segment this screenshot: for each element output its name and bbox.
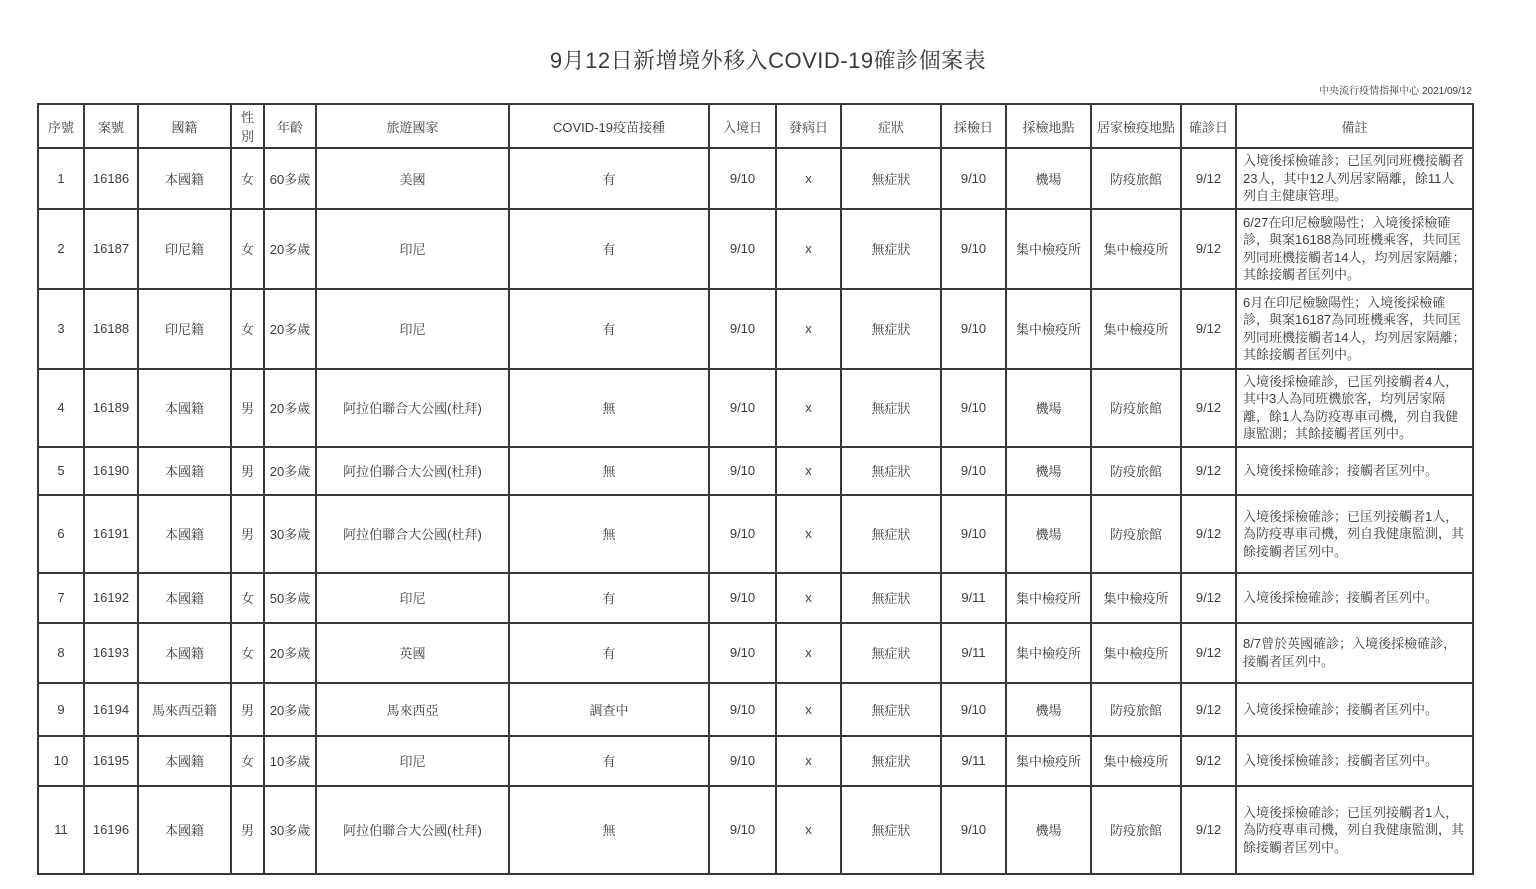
cell-entry-date: 9/10 <box>709 573 776 623</box>
column-header-age: 年齡 <box>264 104 316 148</box>
cell-case-no: 16189 <box>84 369 138 447</box>
cell-gender: 男 <box>231 786 264 874</box>
cell-onset-date: x <box>776 289 841 369</box>
cell-age: 20多歲 <box>264 447 316 495</box>
cell-age: 20多歲 <box>264 623 316 683</box>
cell-notes: 6/27在印尼檢驗陽性；入境後採檢確診，與案16188為同班機乘客，共同匡列同班機接觸者14人，均列居家隔離；其餘接觸者匡列中。 <box>1236 209 1473 289</box>
cell-travel-country: 阿拉伯聯合大公國(杜拜) <box>316 369 509 447</box>
cell-symptoms: 無症狀 <box>841 683 941 736</box>
cell-notes: 入境後採檢確診；接觸者匡列中。 <box>1236 573 1473 623</box>
cell-vaccination: 有 <box>509 573 709 623</box>
cell-travel-country: 阿拉伯聯合大公國(杜拜) <box>316 786 509 874</box>
cell-seq: 4 <box>38 369 84 447</box>
cell-age: 10多歲 <box>264 736 316 786</box>
column-header-symptoms: 症狀 <box>841 104 941 148</box>
cell-symptoms: 無症狀 <box>841 573 941 623</box>
cell-seq: 11 <box>38 786 84 874</box>
cell-entry-date: 9/10 <box>709 623 776 683</box>
cell-case-no: 16191 <box>84 495 138 573</box>
cell-notes: 入境後採檢確診；已匡列同班機接觸者23人，其中12人列居家隔離，餘11人列自主健康管理。 <box>1236 148 1473 209</box>
cell-symptoms: 無症狀 <box>841 369 941 447</box>
cell-onset-date: x <box>776 369 841 447</box>
cell-nationality: 本國籍 <box>138 369 231 447</box>
table-row <box>38 736 1473 786</box>
table-row <box>38 369 1473 447</box>
cell-test-date: 9/11 <box>941 623 1006 683</box>
cell-symptoms: 無症狀 <box>841 209 941 289</box>
cell-test-date: 9/10 <box>941 148 1006 209</box>
cell-symptoms: 無症狀 <box>841 289 941 369</box>
cell-test-site: 機場 <box>1006 495 1091 573</box>
cell-test-site: 集中檢疫所 <box>1006 736 1091 786</box>
cell-onset-date: x <box>776 495 841 573</box>
cell-confirmed-date: 9/12 <box>1181 209 1236 289</box>
cell-vaccination: 有 <box>509 623 709 683</box>
cell-vaccination: 調查中 <box>509 683 709 736</box>
table-row <box>38 683 1473 736</box>
cell-entry-date: 9/10 <box>709 148 776 209</box>
cell-age: 60多歲 <box>264 148 316 209</box>
cell-case-no: 16193 <box>84 623 138 683</box>
column-header-entry-date: 入境日 <box>709 104 776 148</box>
cell-vaccination: 有 <box>509 289 709 369</box>
cell-test-site: 集中檢疫所 <box>1006 209 1091 289</box>
cell-gender: 女 <box>231 623 264 683</box>
cell-test-site: 機場 <box>1006 369 1091 447</box>
cell-notes: 8/7曾於英國確診；入境後採檢確診，接觸者匡列中。 <box>1236 623 1473 683</box>
cell-test-site: 機場 <box>1006 447 1091 495</box>
table-row <box>38 786 1473 874</box>
cell-case-no: 16188 <box>84 289 138 369</box>
cell-entry-date: 9/10 <box>709 209 776 289</box>
cell-age: 20多歲 <box>264 289 316 369</box>
cell-quarantine-site: 集中檢疫所 <box>1091 209 1181 289</box>
cell-age: 50多歲 <box>264 573 316 623</box>
cell-case-no: 16187 <box>84 209 138 289</box>
cell-nationality: 本國籍 <box>138 447 231 495</box>
cell-case-no: 16194 <box>84 683 138 736</box>
cell-notes: 6月在印尼檢驗陽性；入境後採檢確診，與案16187為同班機乘客，共同匡列同班機接觸者14人，均列居家隔離；其餘接觸者匡列中。 <box>1236 289 1473 369</box>
cell-gender: 男 <box>231 683 264 736</box>
column-header-seq: 序號 <box>38 104 84 148</box>
cell-nationality: 本國籍 <box>138 623 231 683</box>
table-header-row <box>38 104 1473 148</box>
table-row <box>38 447 1473 495</box>
cell-seq: 7 <box>38 573 84 623</box>
table-row <box>38 289 1473 369</box>
cell-case-no: 16195 <box>84 736 138 786</box>
cell-test-site: 集中檢疫所 <box>1006 623 1091 683</box>
cell-case-no: 16190 <box>84 447 138 495</box>
cell-confirmed-date: 9/12 <box>1181 447 1236 495</box>
cell-test-site: 集中檢疫所 <box>1006 289 1091 369</box>
cell-vaccination: 有 <box>509 209 709 289</box>
cell-confirmed-date: 9/12 <box>1181 148 1236 209</box>
cell-travel-country: 馬來西亞 <box>316 683 509 736</box>
cell-gender: 女 <box>231 289 264 369</box>
cell-test-site: 機場 <box>1006 148 1091 209</box>
column-header-notes: 備註 <box>1236 104 1473 148</box>
cell-quarantine-site: 防疫旅館 <box>1091 148 1181 209</box>
cell-test-date: 9/10 <box>941 209 1006 289</box>
cell-gender: 女 <box>231 148 264 209</box>
cell-test-date: 9/10 <box>941 447 1006 495</box>
cell-travel-country: 印尼 <box>316 209 509 289</box>
cell-vaccination: 有 <box>509 736 709 786</box>
cell-onset-date: x <box>776 623 841 683</box>
source-note: 中央流行疫情指揮中心 2021/09/12 <box>1319 86 1472 97</box>
cell-onset-date: x <box>776 148 841 209</box>
cell-quarantine-site: 防疫旅館 <box>1091 447 1181 495</box>
table-row <box>38 573 1473 623</box>
cell-notes: 入境後採檢確診；已匡列接觸者1人，為防疫專車司機，列自我健康監測，其餘接觸者匡列中。 <box>1236 786 1473 874</box>
cell-quarantine-site: 集中檢疫所 <box>1091 573 1181 623</box>
cell-nationality: 本國籍 <box>138 148 231 209</box>
column-header-test-site: 採檢地點 <box>1006 104 1091 148</box>
column-header-confirmed-date: 確診日 <box>1181 104 1236 148</box>
cell-onset-date: x <box>776 447 841 495</box>
cell-age: 20多歲 <box>264 683 316 736</box>
cell-entry-date: 9/10 <box>709 447 776 495</box>
cell-symptoms: 無症狀 <box>841 148 941 209</box>
cell-gender: 男 <box>231 369 264 447</box>
cell-quarantine-site: 防疫旅館 <box>1091 683 1181 736</box>
cell-notes: 入境後採檢確診，已匡列接觸者4人，其中3人為同班機旅客，均列居家隔離，餘1人為防疫專車司機，列自我健康監測；其餘接觸者匡列中。 <box>1236 369 1473 447</box>
cell-symptoms: 無症狀 <box>841 736 941 786</box>
cell-seq: 3 <box>38 289 84 369</box>
cell-onset-date: x <box>776 786 841 874</box>
column-header-nationality: 國籍 <box>138 104 231 148</box>
cell-travel-country: 美國 <box>316 148 509 209</box>
column-header-quarantine-site: 居家檢疫地點 <box>1091 104 1181 148</box>
cell-vaccination: 無 <box>509 786 709 874</box>
cell-symptoms: 無症狀 <box>841 447 941 495</box>
cell-quarantine-site: 集中檢疫所 <box>1091 623 1181 683</box>
column-header-travel-country: 旅遊國家 <box>316 104 509 148</box>
cell-seq: 2 <box>38 209 84 289</box>
cell-test-date: 9/11 <box>941 573 1006 623</box>
table-row <box>38 148 1473 209</box>
cell-confirmed-date: 9/12 <box>1181 289 1236 369</box>
cell-case-no: 16186 <box>84 148 138 209</box>
cell-onset-date: x <box>776 683 841 736</box>
cell-vaccination: 有 <box>509 148 709 209</box>
cell-notes: 入境後採檢確診；接觸者匡列中。 <box>1236 447 1473 495</box>
cell-gender: 女 <box>231 209 264 289</box>
cell-test-date: 9/10 <box>941 369 1006 447</box>
cell-test-date: 9/10 <box>941 495 1006 573</box>
column-header-onset-date: 發病日 <box>776 104 841 148</box>
cell-test-site: 機場 <box>1006 683 1091 736</box>
cell-confirmed-date: 9/12 <box>1181 369 1236 447</box>
covid-cases-table <box>37 103 1474 875</box>
cell-travel-country: 印尼 <box>316 736 509 786</box>
cell-seq: 5 <box>38 447 84 495</box>
cell-symptoms: 無症狀 <box>841 786 941 874</box>
cell-vaccination: 無 <box>509 495 709 573</box>
cell-quarantine-site: 集中檢疫所 <box>1091 736 1181 786</box>
cell-nationality: 印尼籍 <box>138 289 231 369</box>
cell-confirmed-date: 9/12 <box>1181 736 1236 786</box>
cell-vaccination: 無 <box>509 447 709 495</box>
cell-nationality: 馬來西亞籍 <box>138 683 231 736</box>
cell-travel-country: 阿拉伯聯合大公國(杜拜) <box>316 447 509 495</box>
cell-seq: 6 <box>38 495 84 573</box>
cell-gender: 男 <box>231 447 264 495</box>
cell-age: 20多歲 <box>264 369 316 447</box>
cell-notes: 入境後採檢確診；接觸者匡列中。 <box>1236 683 1473 736</box>
cell-quarantine-site: 集中檢疫所 <box>1091 289 1181 369</box>
cell-onset-date: x <box>776 573 841 623</box>
column-header-gender: 性別 <box>231 104 264 148</box>
cell-travel-country: 印尼 <box>316 289 509 369</box>
cell-confirmed-date: 9/12 <box>1181 786 1236 874</box>
cell-gender: 女 <box>231 573 264 623</box>
cell-entry-date: 9/10 <box>709 786 776 874</box>
cell-case-no: 16192 <box>84 573 138 623</box>
cell-test-date: 9/11 <box>941 736 1006 786</box>
cell-confirmed-date: 9/12 <box>1181 623 1236 683</box>
cell-symptoms: 無症狀 <box>841 495 941 573</box>
cell-travel-country: 印尼 <box>316 573 509 623</box>
cell-nationality: 本國籍 <box>138 786 231 874</box>
column-header-case-no: 案號 <box>84 104 138 148</box>
cell-entry-date: 9/10 <box>709 736 776 786</box>
cell-nationality: 印尼籍 <box>138 209 231 289</box>
cell-onset-date: x <box>776 209 841 289</box>
cell-case-no: 16196 <box>84 786 138 874</box>
cell-vaccination: 無 <box>509 369 709 447</box>
cell-confirmed-date: 9/12 <box>1181 495 1236 573</box>
cell-nationality: 本國籍 <box>138 736 231 786</box>
cell-symptoms: 無症狀 <box>841 623 941 683</box>
cell-seq: 1 <box>38 148 84 209</box>
cell-entry-date: 9/10 <box>709 495 776 573</box>
cell-entry-date: 9/10 <box>709 369 776 447</box>
table-row <box>38 495 1473 573</box>
table-row <box>38 209 1473 289</box>
cell-entry-date: 9/10 <box>709 683 776 736</box>
cell-seq: 10 <box>38 736 84 786</box>
column-header-vaccination: COVID-19疫苗接種 <box>509 104 709 148</box>
table-row <box>38 623 1473 683</box>
cell-seq: 9 <box>38 683 84 736</box>
cell-notes: 入境後採檢確診；接觸者匡列中。 <box>1236 736 1473 786</box>
cell-travel-country: 英國 <box>316 623 509 683</box>
cell-age: 30多歲 <box>264 495 316 573</box>
cell-test-date: 9/10 <box>941 786 1006 874</box>
cell-quarantine-site: 防疫旅館 <box>1091 369 1181 447</box>
cell-test-date: 9/10 <box>941 289 1006 369</box>
cell-gender: 女 <box>231 736 264 786</box>
cell-nationality: 本國籍 <box>138 495 231 573</box>
cell-entry-date: 9/10 <box>709 289 776 369</box>
cell-seq: 8 <box>38 623 84 683</box>
cell-confirmed-date: 9/12 <box>1181 573 1236 623</box>
cell-age: 20多歲 <box>264 209 316 289</box>
cell-nationality: 本國籍 <box>138 573 231 623</box>
cell-age: 30多歲 <box>264 786 316 874</box>
cell-test-site: 機場 <box>1006 786 1091 874</box>
cell-test-site: 集中檢疫所 <box>1006 573 1091 623</box>
cell-test-date: 9/10 <box>941 683 1006 736</box>
column-header-test-date: 採檢日 <box>941 104 1006 148</box>
cell-notes: 入境後採檢確診；已匡列接觸者1人，為防疫專車司機，列自我健康監測，其餘接觸者匡列中。 <box>1236 495 1473 573</box>
cell-confirmed-date: 9/12 <box>1181 683 1236 736</box>
cell-gender: 男 <box>231 495 264 573</box>
cell-onset-date: x <box>776 736 841 786</box>
page-title: 9月12日新增境外移入COVID-19確診個案表 <box>549 48 987 73</box>
cell-quarantine-site: 防疫旅館 <box>1091 786 1181 874</box>
cell-travel-country: 阿拉伯聯合大公國(杜拜) <box>316 495 509 573</box>
cell-quarantine-site: 防疫旅館 <box>1091 495 1181 573</box>
